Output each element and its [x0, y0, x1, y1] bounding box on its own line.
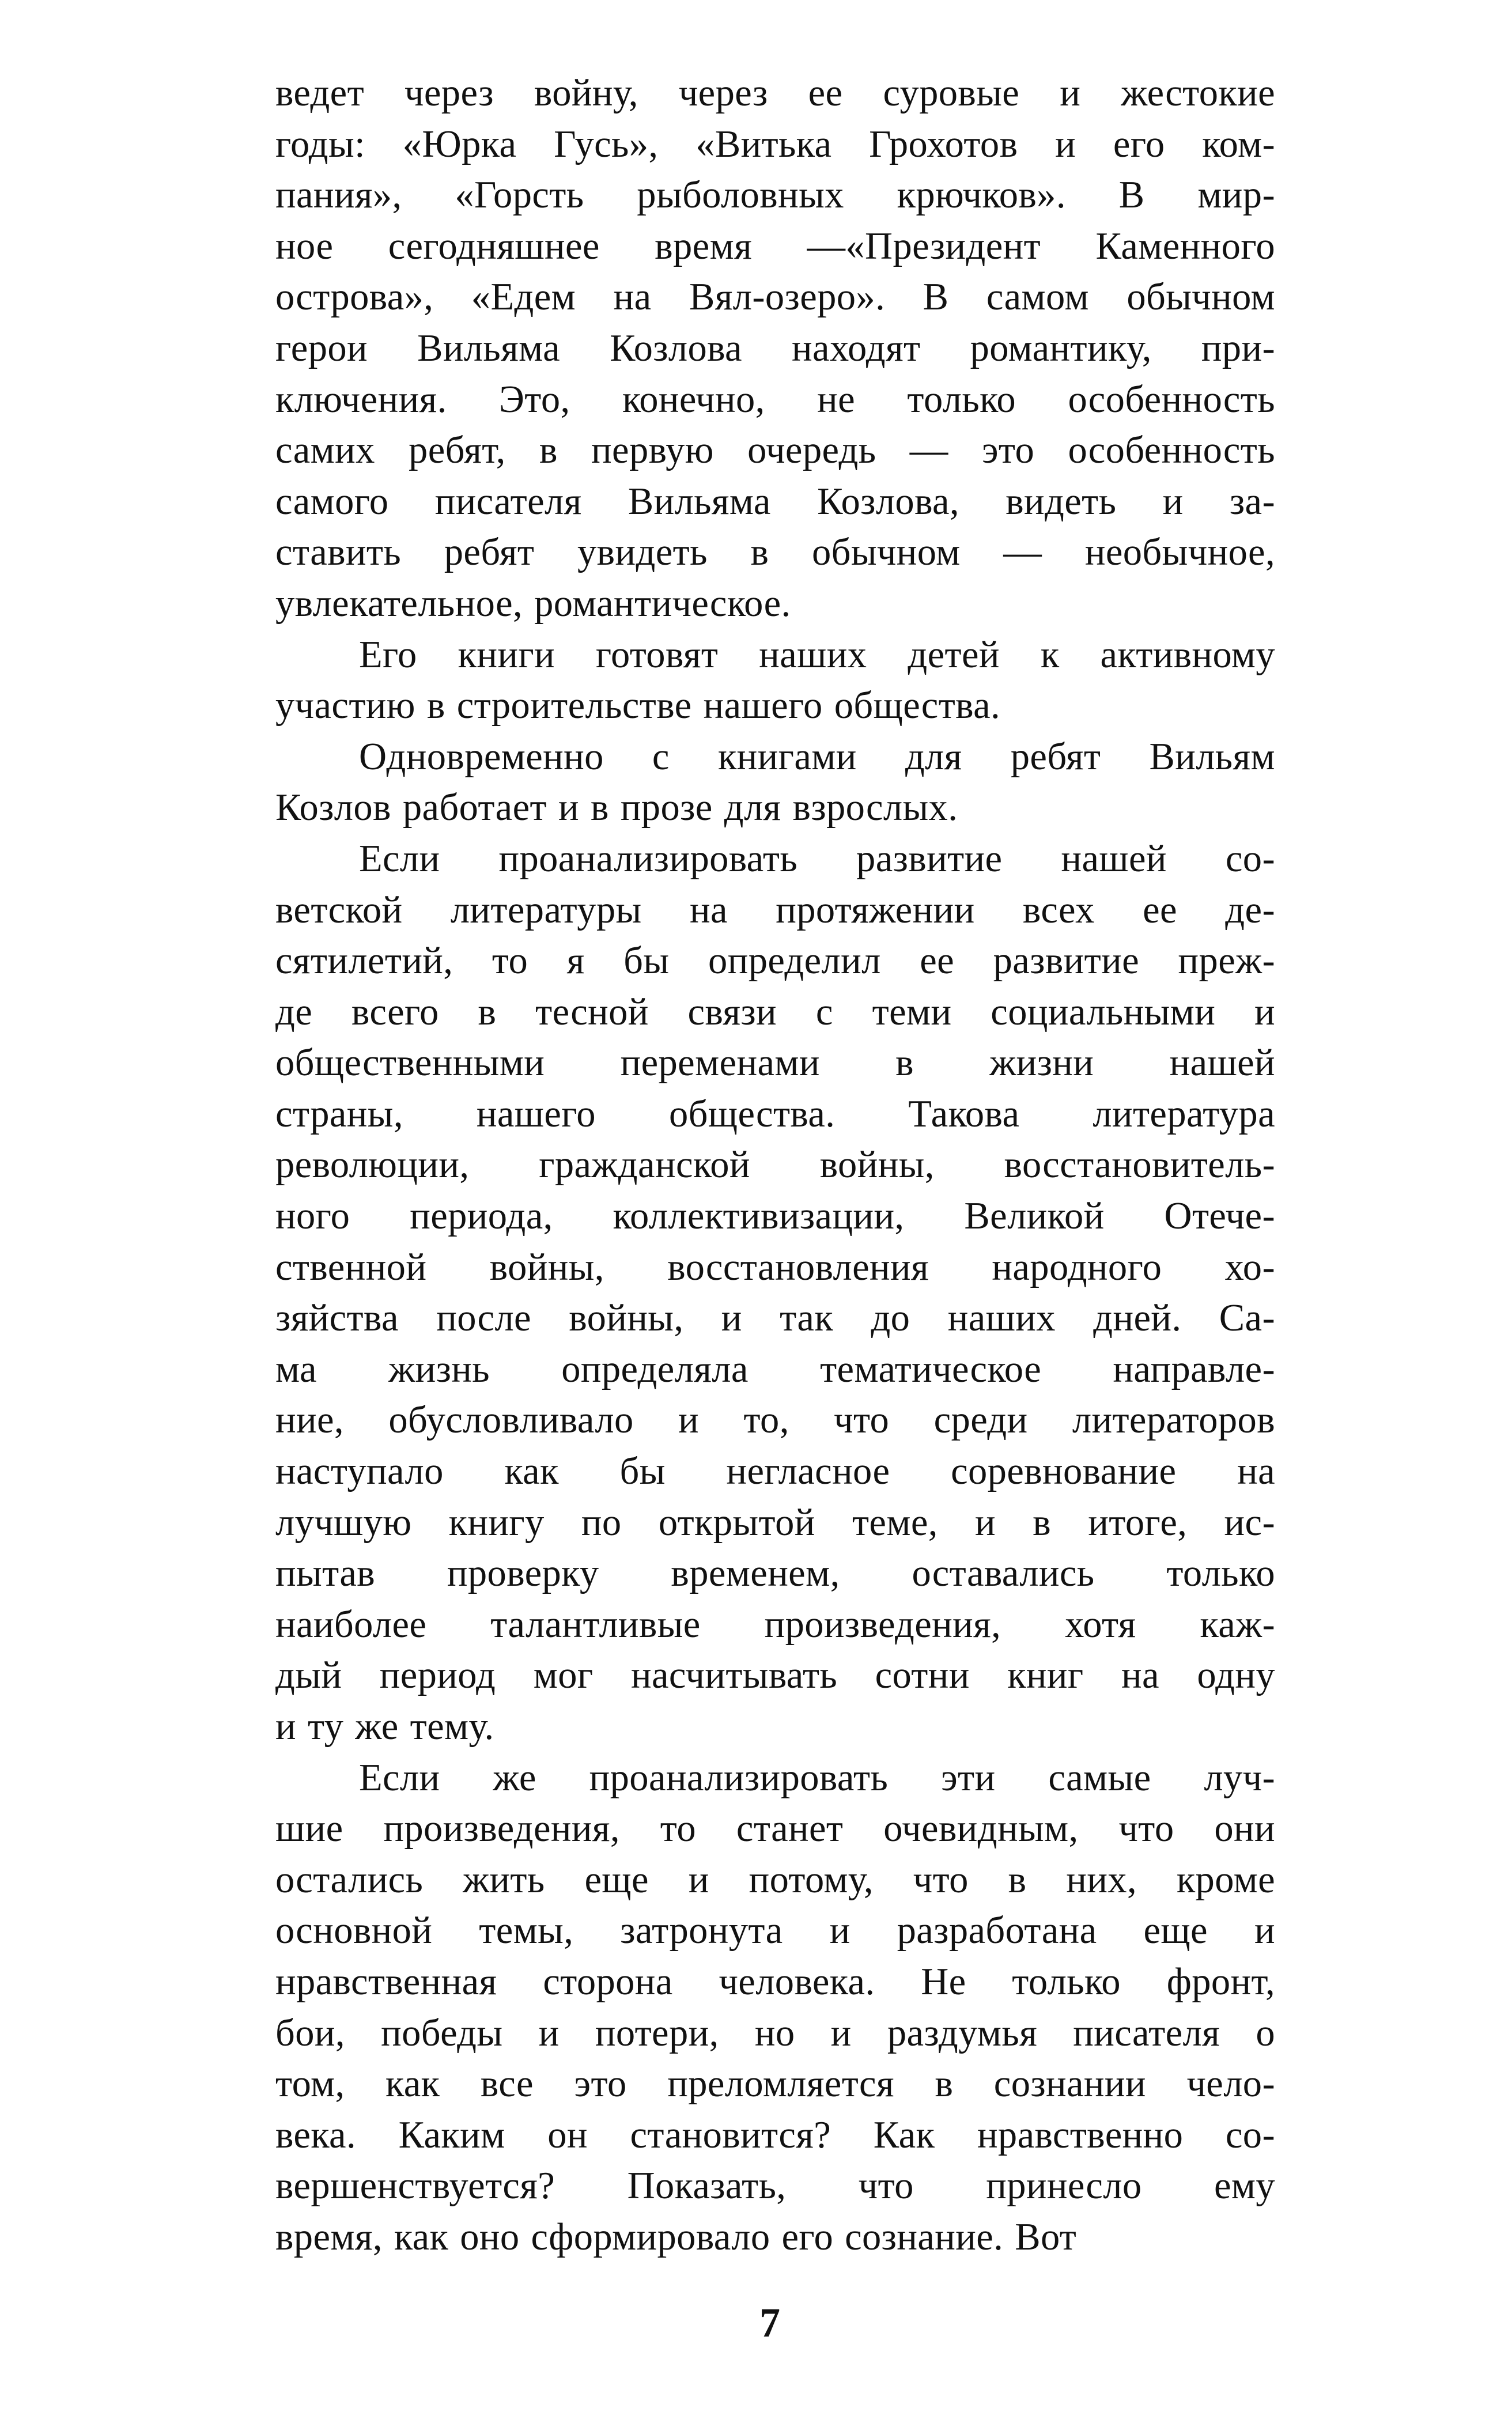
text-line: острова», «Едем на Вял-озеро». В самом обычном [275, 276, 1275, 319]
paragraph [275, 834, 1275, 1753]
text-line: Козлов работает и в прозе для взрослых. [275, 787, 958, 829]
text-line: пытав проверку временем, оставались только [275, 1552, 1275, 1595]
text-line: годы: «Юрка Гусь», «Витька Грохотов и его ком- [275, 123, 1275, 165]
text-line: том, как все это преломляется в сознании чело- [275, 2063, 1275, 2105]
paragraph [275, 630, 1275, 732]
text-line: революции, гражданской войны, восстановитель- [275, 1144, 1275, 1186]
text-line: и ту же тему. [275, 1706, 494, 1748]
text-line: наиболее талантливые произведения, хотя каж- [275, 1603, 1275, 1646]
text-line: сятилетий, то я бы определил ее развитие преж- [275, 940, 1275, 982]
text-line: ние, обусловливало и то, что среди литераторов [275, 1399, 1275, 1442]
text-line: де всего в тесной связи с теми социальными и [275, 991, 1275, 1033]
page-number: 7 [759, 2300, 780, 2346]
text-line: самого писателя Вильяма Козлова, видеть и за- [275, 480, 1275, 523]
text-line: самих ребят, в первую очередь — это особенность [275, 429, 1275, 472]
text-line: основной темы, затронута и разработана еще и [275, 1910, 1275, 1952]
text-line: участию в строительстве нашего общества. [275, 685, 1001, 727]
text-line: наступало как бы негласное соревнование на [275, 1450, 1275, 1493]
text-line: герои Вильяма Козлова находят романтику, при- [275, 327, 1275, 369]
text-line: общественными переменами в жизни нашей [275, 1042, 1275, 1084]
text-line: века. Каким он становится? Как нравственно со- [275, 2114, 1275, 2156]
text-line: ного периода, коллективизации, Великой Отече- [275, 1195, 1275, 1238]
text-line: ставить ребят увидеть в обычном — необычное, [275, 531, 1275, 574]
text-line: дый период мог насчитывать сотни книг на одну [275, 1654, 1275, 1697]
text-line: ветской литературы на протяжении всех ее де- [275, 889, 1275, 931]
text-line: ключения. Это, конечно, не только особенность [275, 378, 1275, 421]
text-line: Его книги готовят наших детей к активному [359, 633, 1275, 676]
text-line: ма жизнь определяла тематическое направле- [275, 1348, 1275, 1390]
text-line: страны, нашего общества. Такова литература [275, 1092, 1275, 1135]
text-line: Одновременно с книгами для ребят Вильям [359, 735, 1275, 778]
text-line: лучшую книгу по открытой теме, и в итоге, ис- [275, 1501, 1275, 1544]
text-line: пания», «Горсть рыболовных крючков». В мир- [275, 174, 1275, 217]
text-line: ное сегодняшнее время —«Президент Каменного [275, 225, 1275, 267]
text-line: Если проанализировать развитие нашей со- [359, 837, 1275, 880]
text-line: ведет через войну, через ее суровые и жестокие [275, 72, 1275, 114]
text-line: шие произведения, то станет очевидным, что они [275, 1808, 1275, 1850]
text-line: ственной войны, восстановления народного хо- [275, 1246, 1275, 1288]
text-line: увлекательное, романтическое. [275, 582, 791, 625]
text-line: нравственная сторона человека. Не только фронт, [275, 1960, 1275, 2003]
body-text [275, 68, 1275, 2263]
text-line: время, как оно сформировало его сознание. Вот [275, 2216, 1077, 2258]
text-line: вершенствуется? Показать, что принесло ему [275, 2165, 1275, 2207]
text-line: бои, победы и потери, но и раздумья писателя о [275, 2012, 1275, 2054]
text-line: Если же проанализировать эти самые луч- [359, 1756, 1275, 1799]
paragraph [275, 68, 1275, 630]
text-line: остались жить еще и потому, что в них, кроме [275, 1858, 1275, 1901]
text-line: зяйства после войны, и так до наших дней. Са- [275, 1297, 1275, 1340]
paragraph [275, 732, 1275, 834]
paragraph [275, 1753, 1275, 2263]
